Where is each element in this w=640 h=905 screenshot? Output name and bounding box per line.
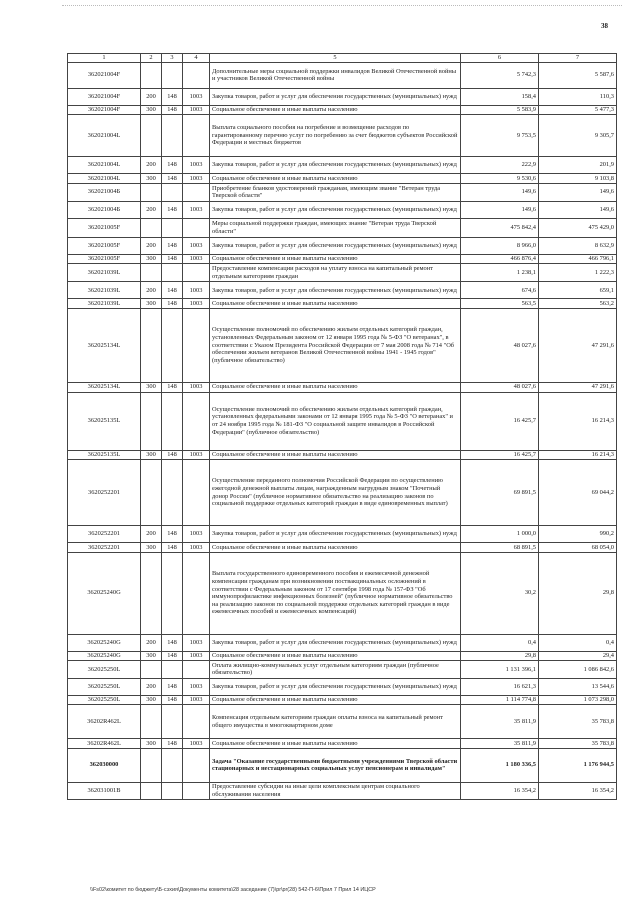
description-cell: Закупка товаров, работ и услуг для обеспечения государственных (муниципальных) нужд (210, 201, 461, 218)
section-code-cell: 1003 (183, 201, 210, 218)
section-code-cell: 1003 (183, 543, 210, 553)
kcsr-code-cell: 362025240G (68, 634, 141, 651)
section-code-cell (183, 460, 210, 526)
actual-amount-cell: 35 783,8 (539, 739, 617, 749)
kcsr-code-cell: 362021004F (68, 62, 141, 88)
header-col-7: 7 (539, 54, 617, 63)
actual-amount-cell: 29,8 (539, 552, 617, 634)
kcsr-code-cell: 362030000 (68, 748, 141, 782)
kvr-code-cell (141, 183, 162, 201)
table-row (68, 552, 617, 634)
admin-code-cell: 148 (162, 105, 183, 115)
kvr-code-cell: 200 (141, 88, 162, 105)
table-row (68, 526, 617, 543)
kvr-code-cell (141, 782, 162, 799)
kcsr-code-cell: 362025135L (68, 392, 141, 450)
section-code-cell: 1003 (183, 174, 210, 184)
table-row (68, 543, 617, 553)
actual-amount-cell: 16 354,2 (539, 782, 617, 799)
section-code-cell: 1003 (183, 678, 210, 695)
admin-code-cell: 148 (162, 695, 183, 705)
table-row (68, 299, 617, 309)
table-row (68, 739, 617, 749)
admin-code-cell (162, 782, 183, 799)
actual-amount-cell: 110,3 (539, 88, 617, 105)
kvr-code-cell: 300 (141, 450, 162, 460)
admin-code-cell (162, 661, 183, 678)
kvr-code-cell (141, 460, 162, 526)
plan-amount-cell: 466 876,4 (461, 254, 539, 264)
actual-amount-cell: 563,2 (539, 299, 617, 309)
plan-amount-cell: 48 027,6 (461, 382, 539, 392)
section-code-cell (183, 218, 210, 237)
plan-amount-cell: 16 425,7 (461, 450, 539, 460)
section-code-cell: 1003 (183, 88, 210, 105)
table-row (68, 634, 617, 651)
plan-amount-cell: 16 354,2 (461, 782, 539, 799)
table-row (68, 62, 617, 88)
kcsr-code-cell: 362021039L (68, 299, 141, 309)
kcsr-code-cell: 362025240G (68, 552, 141, 634)
kcsr-code-cell: 362021039L (68, 282, 141, 299)
description-cell: Закупка товаров, работ и услуг для обеспечения государственных (муниципальных) нужд (210, 526, 461, 543)
description-cell: Задача "Оказание государственными бюджетными учреждениями Тверской области стационарных и нестационарных социальных услуг пенсионерам и инвалидам" (210, 748, 461, 782)
description-cell: Социальное обеспечение и иные выплаты населению (210, 739, 461, 749)
file-path-footer: \\Fs02\комитет по бюджету\Б-сэхия\Документы комитета\28 заседание (7)\pr\pr(28) 542-П-6\Прил 7 Прил 14 ИЦСР (90, 887, 376, 893)
description-cell: Закупка товаров, работ и услуг для обеспечения государственных (муниципальных) нужд (210, 282, 461, 299)
admin-code-cell (162, 264, 183, 282)
header-col-3: 3 (162, 54, 183, 63)
admin-code-cell: 148 (162, 450, 183, 460)
description-cell: Дополнительные меры социальной поддержки инвалидов Великой Отечественной войны и участников Великой Отечественной войны (210, 62, 461, 88)
kvr-code-cell (141, 552, 162, 634)
actual-amount-cell: 9 305,7 (539, 115, 617, 157)
page-number: 38 (601, 22, 608, 30)
table-row (68, 308, 617, 382)
description-cell: Социальное обеспечение и иные выплаты населению (210, 299, 461, 309)
admin-code-cell: 148 (162, 254, 183, 264)
kcsr-code-cell: 362021004F (68, 88, 141, 105)
kvr-code-cell (141, 705, 162, 739)
actual-amount-cell: 47 291,6 (539, 382, 617, 392)
description-cell: Выплата социального пособия на погребение и возмещение расходов по гарантированному перечню услуг по погребению за счет бюджетов субъектов Российской Федерации и местных бюджетов (210, 115, 461, 157)
plan-amount-cell: 1 180 336,5 (461, 748, 539, 782)
kcsr-code-cell: 362025240G (68, 651, 141, 661)
header-col-4: 4 (183, 54, 210, 63)
actual-amount-cell: 13 544,6 (539, 678, 617, 695)
table-row (68, 748, 617, 782)
kcsr-code-cell: 362025135L (68, 450, 141, 460)
kcsr-code-cell: 362025250L (68, 661, 141, 678)
kcsr-code-cell: 362021005F (68, 254, 141, 264)
plan-amount-cell: 30,2 (461, 552, 539, 634)
plan-amount-cell: 69 891,5 (461, 460, 539, 526)
description-cell: Социальное обеспечение и иные выплаты населению (210, 543, 461, 553)
admin-code-cell: 148 (162, 299, 183, 309)
actual-amount-cell: 659,1 (539, 282, 617, 299)
table-row (68, 450, 617, 460)
admin-code-cell: 148 (162, 174, 183, 184)
description-cell: Социальное обеспечение и иные выплаты населению (210, 254, 461, 264)
kcsr-code-cell: 362025134L (68, 308, 141, 382)
admin-code-cell: 148 (162, 282, 183, 299)
table-row (68, 88, 617, 105)
description-cell: Приобретение бланков удостоверений гражданам, имеющим звание "Ветеран труда Тверской области" (210, 183, 461, 201)
kcsr-code-cell: 362021004F (68, 105, 141, 115)
section-code-cell (183, 183, 210, 201)
actual-amount-cell: 35 783,8 (539, 705, 617, 739)
kvr-code-cell (141, 661, 162, 678)
section-code-cell (183, 782, 210, 799)
actual-amount-cell: 16 214,3 (539, 450, 617, 460)
header-col-1: 1 (68, 54, 141, 63)
kcsr-code-cell: 362021004L (68, 157, 141, 174)
section-code-cell: 1003 (183, 695, 210, 705)
plan-amount-cell: 16 425,7 (461, 392, 539, 450)
kvr-code-cell: 300 (141, 739, 162, 749)
section-code-cell: 1003 (183, 254, 210, 264)
budget-table (67, 53, 617, 800)
table-row (68, 264, 617, 282)
admin-code-cell (162, 552, 183, 634)
description-cell: Закупка товаров, работ и услуг для обеспечения государственных (муниципальных) нужд (210, 634, 461, 651)
plan-amount-cell: 158,4 (461, 88, 539, 105)
kvr-code-cell: 200 (141, 634, 162, 651)
plan-amount-cell: 1 000,0 (461, 526, 539, 543)
admin-code-cell: 148 (162, 651, 183, 661)
table-row (68, 661, 617, 678)
table-row (68, 392, 617, 450)
plan-amount-cell: 1 238,1 (461, 264, 539, 282)
kvr-code-cell: 300 (141, 543, 162, 553)
admin-code-cell: 148 (162, 526, 183, 543)
kvr-code-cell: 200 (141, 282, 162, 299)
kvr-code-cell: 300 (141, 299, 162, 309)
section-code-cell: 1003 (183, 382, 210, 392)
header-col-5: 5 (210, 54, 461, 63)
description-cell: Предоставление компенсации расходов на уплату взноса на капитальный ремонт отдельным категориям граждан (210, 264, 461, 282)
actual-amount-cell: 475 429,0 (539, 218, 617, 237)
table-row (68, 382, 617, 392)
admin-code-cell (162, 460, 183, 526)
admin-code-cell: 148 (162, 382, 183, 392)
plan-amount-cell: 563,5 (461, 299, 539, 309)
kcsr-code-cell: 362021004L (68, 174, 141, 184)
kvr-code-cell (141, 748, 162, 782)
kcsr-code-cell: 362025134L (68, 382, 141, 392)
kvr-code-cell: 300 (141, 105, 162, 115)
plan-amount-cell: 68 891,5 (461, 543, 539, 553)
table-row (68, 705, 617, 739)
kcsr-code-cell: 362021004L (68, 115, 141, 157)
kvr-code-cell (141, 218, 162, 237)
admin-code-cell (162, 705, 183, 739)
section-code-cell (183, 661, 210, 678)
section-code-cell: 1003 (183, 526, 210, 543)
kcsr-code-cell: 362025250L (68, 695, 141, 705)
section-code-cell: 1003 (183, 450, 210, 460)
section-code-cell (183, 264, 210, 282)
table-header-row (68, 54, 617, 63)
actual-amount-cell: 1 176 944,5 (539, 748, 617, 782)
actual-amount-cell: 5 477,3 (539, 105, 617, 115)
header-col-6: 6 (461, 54, 539, 63)
section-code-cell: 1003 (183, 739, 210, 749)
plan-amount-cell: 9 753,5 (461, 115, 539, 157)
section-code-cell: 1003 (183, 299, 210, 309)
description-cell: Социальное обеспечение и иные выплаты населению (210, 450, 461, 460)
header-col-2: 2 (141, 54, 162, 63)
description-cell: Закупка товаров, работ и услуг для обеспечения государственных (муниципальных) нужд (210, 237, 461, 254)
plan-amount-cell: 9 530,6 (461, 174, 539, 184)
description-cell: Закупка товаров, работ и услуг для обеспечения государственных (муниципальных) нужд (210, 88, 461, 105)
actual-amount-cell: 9 103,8 (539, 174, 617, 184)
description-cell: Закупка товаров, работ и услуг для обеспечения государственных (муниципальных) нужд (210, 157, 461, 174)
description-cell: Осуществление переданного полномочия Российской Федерации по осуществлению ежегодной денежной выплаты лицам, награжденным нагрудным знаком "Почетный донор России" (публичное нормативное обязательство на реализацию законов по социальной поддержке отдельных категорий граждан в виде единовременных выплат) (210, 460, 461, 526)
kcsr-code-cell: 362021004Б (68, 201, 141, 218)
table-row (68, 695, 617, 705)
description-cell: Компенсация отдельным категориям граждан оплаты взноса на капитальный ремонт общего имущества в многоквартирном доме (210, 705, 461, 739)
kcsr-code-cell: 362031001В (68, 782, 141, 799)
admin-code-cell: 148 (162, 678, 183, 695)
section-code-cell: 1003 (183, 634, 210, 651)
admin-code-cell (162, 308, 183, 382)
section-code-cell (183, 115, 210, 157)
actual-amount-cell: 47 291,6 (539, 308, 617, 382)
actual-amount-cell: 16 214,3 (539, 392, 617, 450)
description-cell: Оплата жилищно-коммунальных услуг отдельным категориям граждан (публичное обязательство) (210, 661, 461, 678)
table-row (68, 115, 617, 157)
description-cell: Выплата государственного единовременного пособия и ежемесячной денежной компенсации гражданам при возникновении поствакцинальных осложнений в соответствии с Федеральным законом от 17 сентября 1998 года № 157-ФЗ "Об иммунопрофилактике инфекционных болезней" (публичное нормативное обязательство на реализацию законов по социальной поддержке отдельных категорий граждан в виде ежемесячных пособий и ежемесячных компенсаций) (210, 552, 461, 634)
kvr-code-cell (141, 115, 162, 157)
section-code-cell (183, 748, 210, 782)
plan-amount-cell: 1 114 774,8 (461, 695, 539, 705)
section-code-cell: 1003 (183, 651, 210, 661)
admin-code-cell (162, 115, 183, 157)
description-cell: Закупка товаров, работ и услуг для обеспечения государственных (муниципальных) нужд (210, 678, 461, 695)
table-row (68, 237, 617, 254)
actual-amount-cell: 466 796,1 (539, 254, 617, 264)
admin-code-cell: 148 (162, 739, 183, 749)
section-code-cell (183, 392, 210, 450)
kvr-code-cell: 300 (141, 174, 162, 184)
admin-code-cell (162, 62, 183, 88)
section-code-cell (183, 705, 210, 739)
kvr-code-cell: 300 (141, 695, 162, 705)
description-cell: Предоставление субсидии на иные цели комплексным центрам социального обслуживания населения (210, 782, 461, 799)
section-code-cell: 1003 (183, 157, 210, 174)
kvr-code-cell: 200 (141, 201, 162, 218)
kvr-code-cell: 200 (141, 678, 162, 695)
actual-amount-cell: 1 086 842,6 (539, 661, 617, 678)
section-code-cell (183, 552, 210, 634)
actual-amount-cell: 149,6 (539, 183, 617, 201)
plan-amount-cell: 8 966,0 (461, 237, 539, 254)
plan-amount-cell: 149,6 (461, 201, 539, 218)
kvr-code-cell: 200 (141, 526, 162, 543)
actual-amount-cell: 0,4 (539, 634, 617, 651)
plan-amount-cell: 222,9 (461, 157, 539, 174)
actual-amount-cell: 1 073 298,0 (539, 695, 617, 705)
plan-amount-cell: 1 131 396,1 (461, 661, 539, 678)
table-row (68, 254, 617, 264)
description-cell: Социальное обеспечение и иные выплаты населению (210, 174, 461, 184)
kcsr-code-cell: 362021005F (68, 218, 141, 237)
plan-amount-cell: 29,8 (461, 651, 539, 661)
kvr-code-cell (141, 62, 162, 88)
admin-code-cell: 148 (162, 88, 183, 105)
kcsr-code-cell: 36202R462L (68, 739, 141, 749)
description-cell: Социальное обеспечение и иные выплаты населению (210, 105, 461, 115)
description-cell: Осуществление полномочий по обеспечению жильем отдельных категорий граждан, установленных Федеральным законом от 12 января 1995 года № 5-ФЗ "О ветеранах", в соответствии с Указом Президента Российской Федерации от 7 мая 2008 года № 714 "Об обеспечении жильем ветеранов Великой Отечественной войны 1941 - 1945 годов" (публичное обязательство) (210, 308, 461, 382)
table-row (68, 174, 617, 184)
kvr-code-cell: 200 (141, 237, 162, 254)
description-cell: Социальное обеспечение и иные выплаты населению (210, 651, 461, 661)
kcsr-code-cell: 36202R462L (68, 705, 141, 739)
table-row (68, 157, 617, 174)
plan-amount-cell: 149,6 (461, 183, 539, 201)
table-row (68, 105, 617, 115)
plan-amount-cell: 35 811,9 (461, 705, 539, 739)
actual-amount-cell: 69 044,2 (539, 460, 617, 526)
plan-amount-cell: 5 742,3 (461, 62, 539, 88)
admin-code-cell (162, 218, 183, 237)
actual-amount-cell: 68 054,0 (539, 543, 617, 553)
table-row (68, 183, 617, 201)
section-code-cell (183, 308, 210, 382)
actual-amount-cell: 1 222,3 (539, 264, 617, 282)
admin-code-cell: 148 (162, 543, 183, 553)
kcsr-code-cell: 3620252201 (68, 543, 141, 553)
kcsr-code-cell: 362021004Б (68, 183, 141, 201)
plan-amount-cell: 48 027,6 (461, 308, 539, 382)
plan-amount-cell: 0,4 (461, 634, 539, 651)
kvr-code-cell (141, 264, 162, 282)
admin-code-cell (162, 748, 183, 782)
section-code-cell: 1003 (183, 105, 210, 115)
kcsr-code-cell: 3620252201 (68, 526, 141, 543)
table-row (68, 782, 617, 799)
plan-amount-cell: 475 842,4 (461, 218, 539, 237)
actual-amount-cell: 29,4 (539, 651, 617, 661)
kvr-code-cell (141, 308, 162, 382)
table-row (68, 201, 617, 218)
description-cell: Социальное обеспечение и иные выплаты населению (210, 695, 461, 705)
actual-amount-cell: 149,6 (539, 201, 617, 218)
description-cell: Меры социальной поддержки граждан, имеющих знание "Ветеран труда Тверской области" (210, 218, 461, 237)
plan-amount-cell: 5 583,9 (461, 105, 539, 115)
admin-code-cell (162, 183, 183, 201)
kcsr-code-cell: 362025250L (68, 678, 141, 695)
table-body (68, 54, 617, 800)
actual-amount-cell: 201,9 (539, 157, 617, 174)
scan-top-edge (62, 5, 622, 10)
section-code-cell (183, 62, 210, 88)
actual-amount-cell: 5 587,6 (539, 62, 617, 88)
kvr-code-cell (141, 392, 162, 450)
plan-amount-cell: 35 811,9 (461, 739, 539, 749)
section-code-cell: 1003 (183, 282, 210, 299)
admin-code-cell: 148 (162, 237, 183, 254)
table-row (68, 651, 617, 661)
plan-amount-cell: 674,6 (461, 282, 539, 299)
kvr-code-cell: 300 (141, 651, 162, 661)
description-cell: Социальное обеспечение и иные выплаты населению (210, 382, 461, 392)
admin-code-cell: 148 (162, 634, 183, 651)
kcsr-code-cell: 3620252201 (68, 460, 141, 526)
table-row (68, 218, 617, 237)
admin-code-cell: 148 (162, 201, 183, 218)
kcsr-code-cell: 362021039L (68, 264, 141, 282)
table-row (68, 460, 617, 526)
table-row (68, 282, 617, 299)
kvr-code-cell: 200 (141, 157, 162, 174)
description-cell: Осуществление полномочий по обеспечению жильем отдельных категорий граждан, установленных федеральными законами от 12 января 1995 года № 5-ФЗ "О ветеранах" и от 24 ноября 1995 года № 181-ФЗ "О социальной защите инвалидов в Российской Федерации" (публичное обязательство) (210, 392, 461, 450)
section-code-cell: 1003 (183, 237, 210, 254)
kcsr-code-cell: 362021005F (68, 237, 141, 254)
kvr-code-cell: 300 (141, 382, 162, 392)
actual-amount-cell: 990,2 (539, 526, 617, 543)
kvr-code-cell: 300 (141, 254, 162, 264)
plan-amount-cell: 16 621,3 (461, 678, 539, 695)
admin-code-cell (162, 392, 183, 450)
admin-code-cell: 148 (162, 157, 183, 174)
table-row (68, 678, 617, 695)
actual-amount-cell: 8 632,9 (539, 237, 617, 254)
